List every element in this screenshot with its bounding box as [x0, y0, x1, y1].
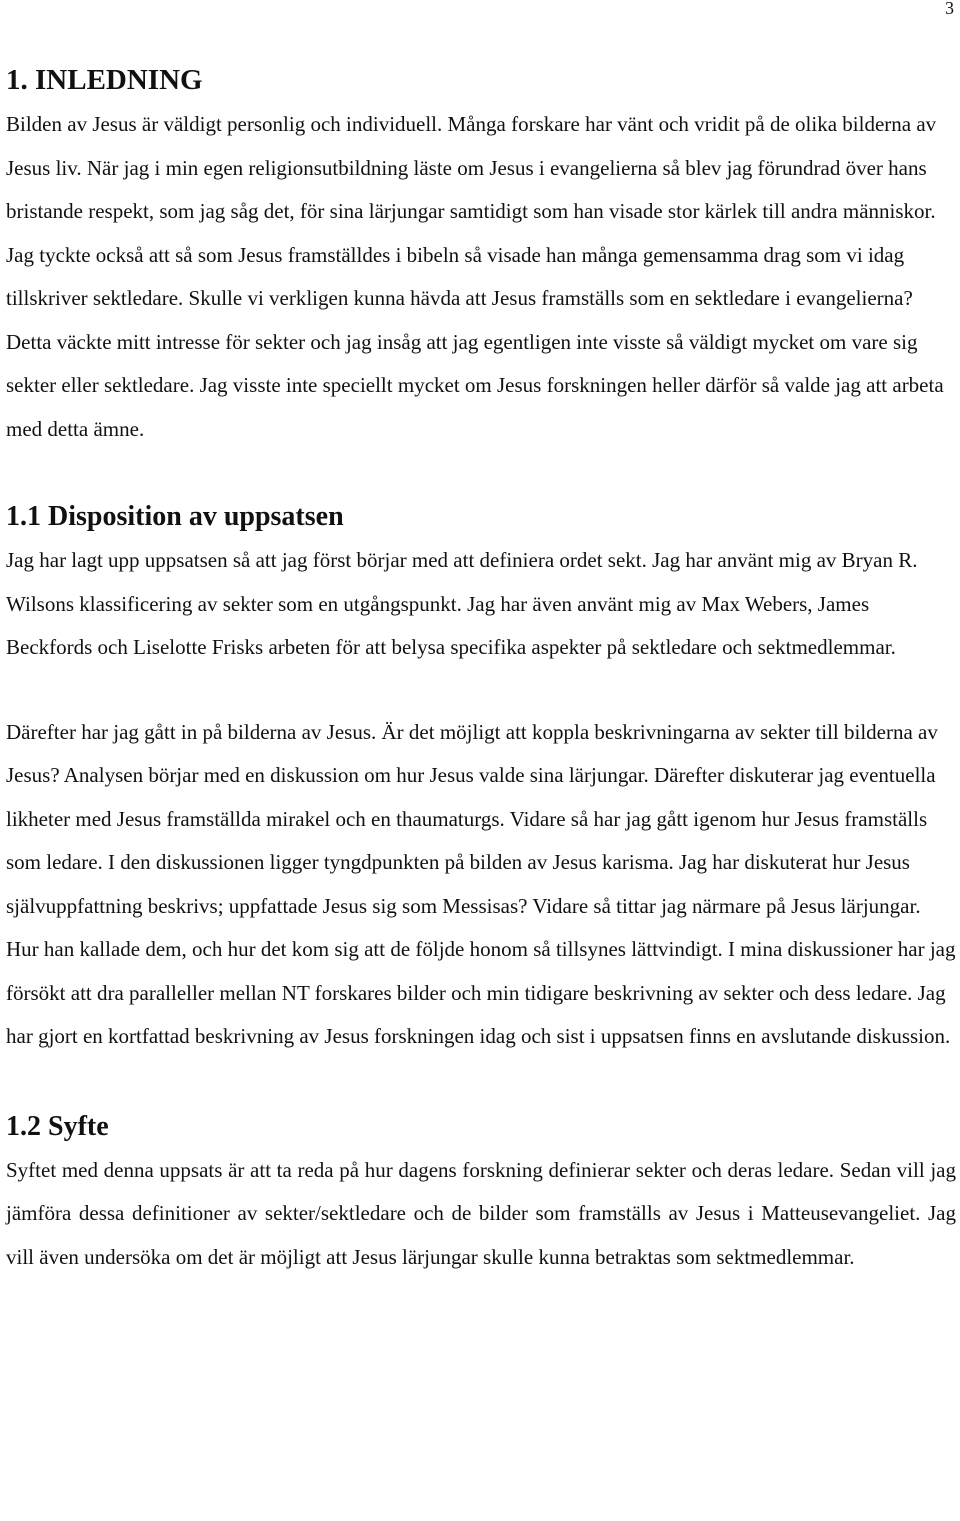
- page-number: 3: [945, 0, 954, 18]
- section-heading-disposition: 1.1 Disposition av uppsatsen: [6, 501, 344, 532]
- spacer: [6, 670, 956, 711]
- paragraph-disposition-1: Jag har lagt upp uppsatsen så att jag först börjar med att definiera ordet sekt. Jag har använt mig av Bryan R. Wilsons klassificering av sekter som en utgångspunkt. Jag har även använt mig av Max Webers, James Beckfords och Liselotte Frisks arbeten för att belysa specifika aspekter på sektledare och sektmedlemmar.: [6, 548, 918, 659]
- section-heading-inledning: 1. INLEDNING: [6, 64, 203, 96]
- document-body: [6, 60, 956, 1279]
- section-syfte: [6, 1107, 956, 1280]
- spacer: [6, 451, 956, 497]
- paragraph-syfte: Syftet med denna uppsats är att ta reda på hur dagens forskning definierar sekter och deras ledare. Sedan vill jag jämföra dessa definitioner av sekter/sektledare och de bilder som framställs av Jesus i Matteusevangeliet. Jag vill även undersöka om det är möjligt att Jesus lärjungar skulle kunna betraktas som sektmedlemmar.: [6, 1157, 956, 1269]
- section-heading-syfte: 1.2 Syfte: [6, 1110, 109, 1142]
- section-disposition: [6, 497, 956, 1059]
- paragraph-inledning: Bilden av Jesus är väldigt personlig och individuell. Många forskare har vänt och vridit på de olika bilderna av Jesus liv. När jag i min egen religionsutbildning läste om Jesus i evangelierna så blev jag förundrad över hans bristande respekt, som jag såg det, för sina lärjungar samtidigt som han visade stor kärlek till andra människor. Jag tyckte också att så som Jesus framställdes i bibeln så visade han många gemensamma drag som vi idag tillskriver sektledare. Skulle vi verkligen kunna hävda att Jesus framställs som en sektledare i evangelierna? Detta väckte mitt intresse för sekter och jag insåg att jag egentligen inte visste så väldigt mycket om vare sig sekter eller sektledare. Jag visste inte speciellt mycket om Jesus forskningen heller därför så valde jag att arbeta med detta ämne.: [6, 112, 944, 441]
- spacer: [6, 1059, 956, 1107]
- paragraph-disposition-2: Därefter har jag gått in på bilderna av Jesus. Är det möjligt att koppla beskrivningarna av sekter till bilderna av Jesus? Analysen börjar med en diskussion om hur Jesus valde sina lärjungar. Därefter diskuterar jag eventuella likheter med Jesus framställda mirakel och en thaumaturgs. Vidare så har jag gått igenom hur Jesus framställs som ledare. I den diskussionen ligger tyngdpunkten på bilden av Jesus karisma. Jag har diskuterat hur Jesus självuppfattning beskrivs; uppfattade Jesus sig som Messisas? Vidare så tittar jag närmare på Jesus lärjungar. Hur han kallade dem, och hur det kom sig att de följde honom så tillsynes lättvindigt. I mina diskussioner har jag försökt att dra paralleller mellan NT forskares bilder och min tidigare beskrivning av sekter och dess ledare. Jag har gjort en kortfattad beskrivning av Jesus forskningen idag och sist i uppsatsen finns en avslutande diskussion.: [6, 719, 956, 1048]
- section-inledning: [6, 60, 956, 451]
